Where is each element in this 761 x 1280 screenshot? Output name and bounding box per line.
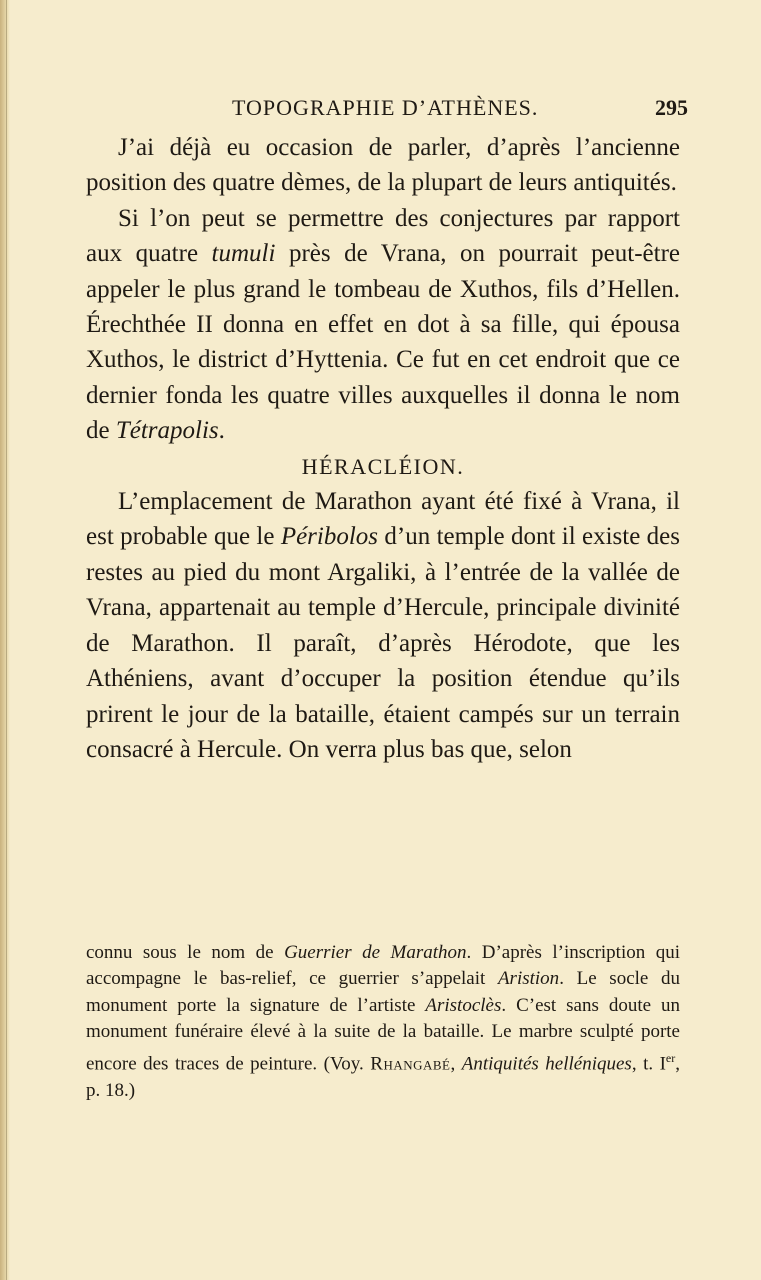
body-text bbox=[86, 130, 680, 767]
footnote-text-g: , p. 18.) bbox=[86, 1053, 680, 1101]
running-title: TOPOGRAPHIE D’ATHÈNES. bbox=[232, 95, 539, 120]
footnote-author: Rhangabé bbox=[370, 1053, 451, 1075]
paragraph-3 bbox=[86, 484, 680, 767]
running-head bbox=[86, 95, 688, 125]
binding-line bbox=[6, 0, 7, 1280]
footnote-text-a: connu sous le nom de bbox=[86, 942, 285, 963]
footnote-text bbox=[86, 940, 680, 1104]
paragraph-3-text-b: d’un temple dont il existe des restes au pied du mont Argaliki, à l’entrée de la vallée de Vrana, appartenait au temple d’Hercule, principale divinité de Marathon. Il paraît, d’après Hérodote, que les Athéniens, avant d’occuper la position étendue qu’ils prirent le jour de la bataille, étaient campés sur un terrain consacré à Hercule. On verra plus bas que, selon bbox=[86, 523, 680, 763]
footnote-text-d: . C’est sans doute un monument funéraire élevé à la suite de la bataille. Le marbre sculpté porte encore des traces de peinture. (Voy. bbox=[86, 994, 680, 1075]
term-tetrapolis: Tétrapolis bbox=[115, 417, 219, 445]
footnote-text-c: . Le socle du monument porte la signature de l’artiste bbox=[86, 968, 680, 1016]
paragraph-2-text-a: Si l’on peut se permettre des conjectures par rapport aux quatre bbox=[86, 204, 680, 268]
page-edge bbox=[0, 0, 10, 1280]
term-tumuli: tumuli bbox=[211, 240, 276, 268]
paragraph-2 bbox=[86, 201, 680, 449]
term-peribolos: Péribolos bbox=[280, 523, 379, 551]
footnote-aristocles: Aristoclès bbox=[425, 994, 502, 1016]
paragraph-1: J’ai déjà eu occasion de parler, d’après l’ancienne position des quatre dèmes, de la plupart de leurs antiquités. bbox=[86, 134, 680, 197]
paragraph-2-text-c: . bbox=[218, 417, 225, 445]
paragraph-2-text-b: près de Vrana, on pourrait peut-être appeler le plus grand le tombeau de Xuthos, fils d’Hellen. Érechthée II donna en effet en dot à sa fille, qui épousa Xuthos, le district d’Hyttenia. Ce fut en cet endroit que ce dernier fonda les quatre villes auxquelles il donna le nom de bbox=[86, 240, 680, 445]
footnote bbox=[86, 940, 680, 1104]
footnote-aristion: Aristion bbox=[497, 968, 560, 990]
footnote-text-f: , t. I bbox=[631, 1053, 666, 1075]
footnote-sup: er bbox=[665, 1051, 676, 1066]
footnote-work: Antiquités helléniques bbox=[461, 1053, 632, 1075]
page-number: 295 bbox=[655, 95, 688, 120]
footnote-guerrier: Guerrier de Marathon bbox=[284, 942, 467, 963]
section-heading: HÉRACLÉION. bbox=[301, 453, 465, 479]
footnote-text-e: , bbox=[450, 1053, 462, 1075]
paragraph-3-text-a: L’emplacement de Marathon ayant été fixé à Vrana, il est probable que le bbox=[86, 488, 680, 551]
footnote-text-b: . D’après l’inscription qui accompagne le bas-relief, ce guerrier s’appelait bbox=[86, 942, 680, 990]
